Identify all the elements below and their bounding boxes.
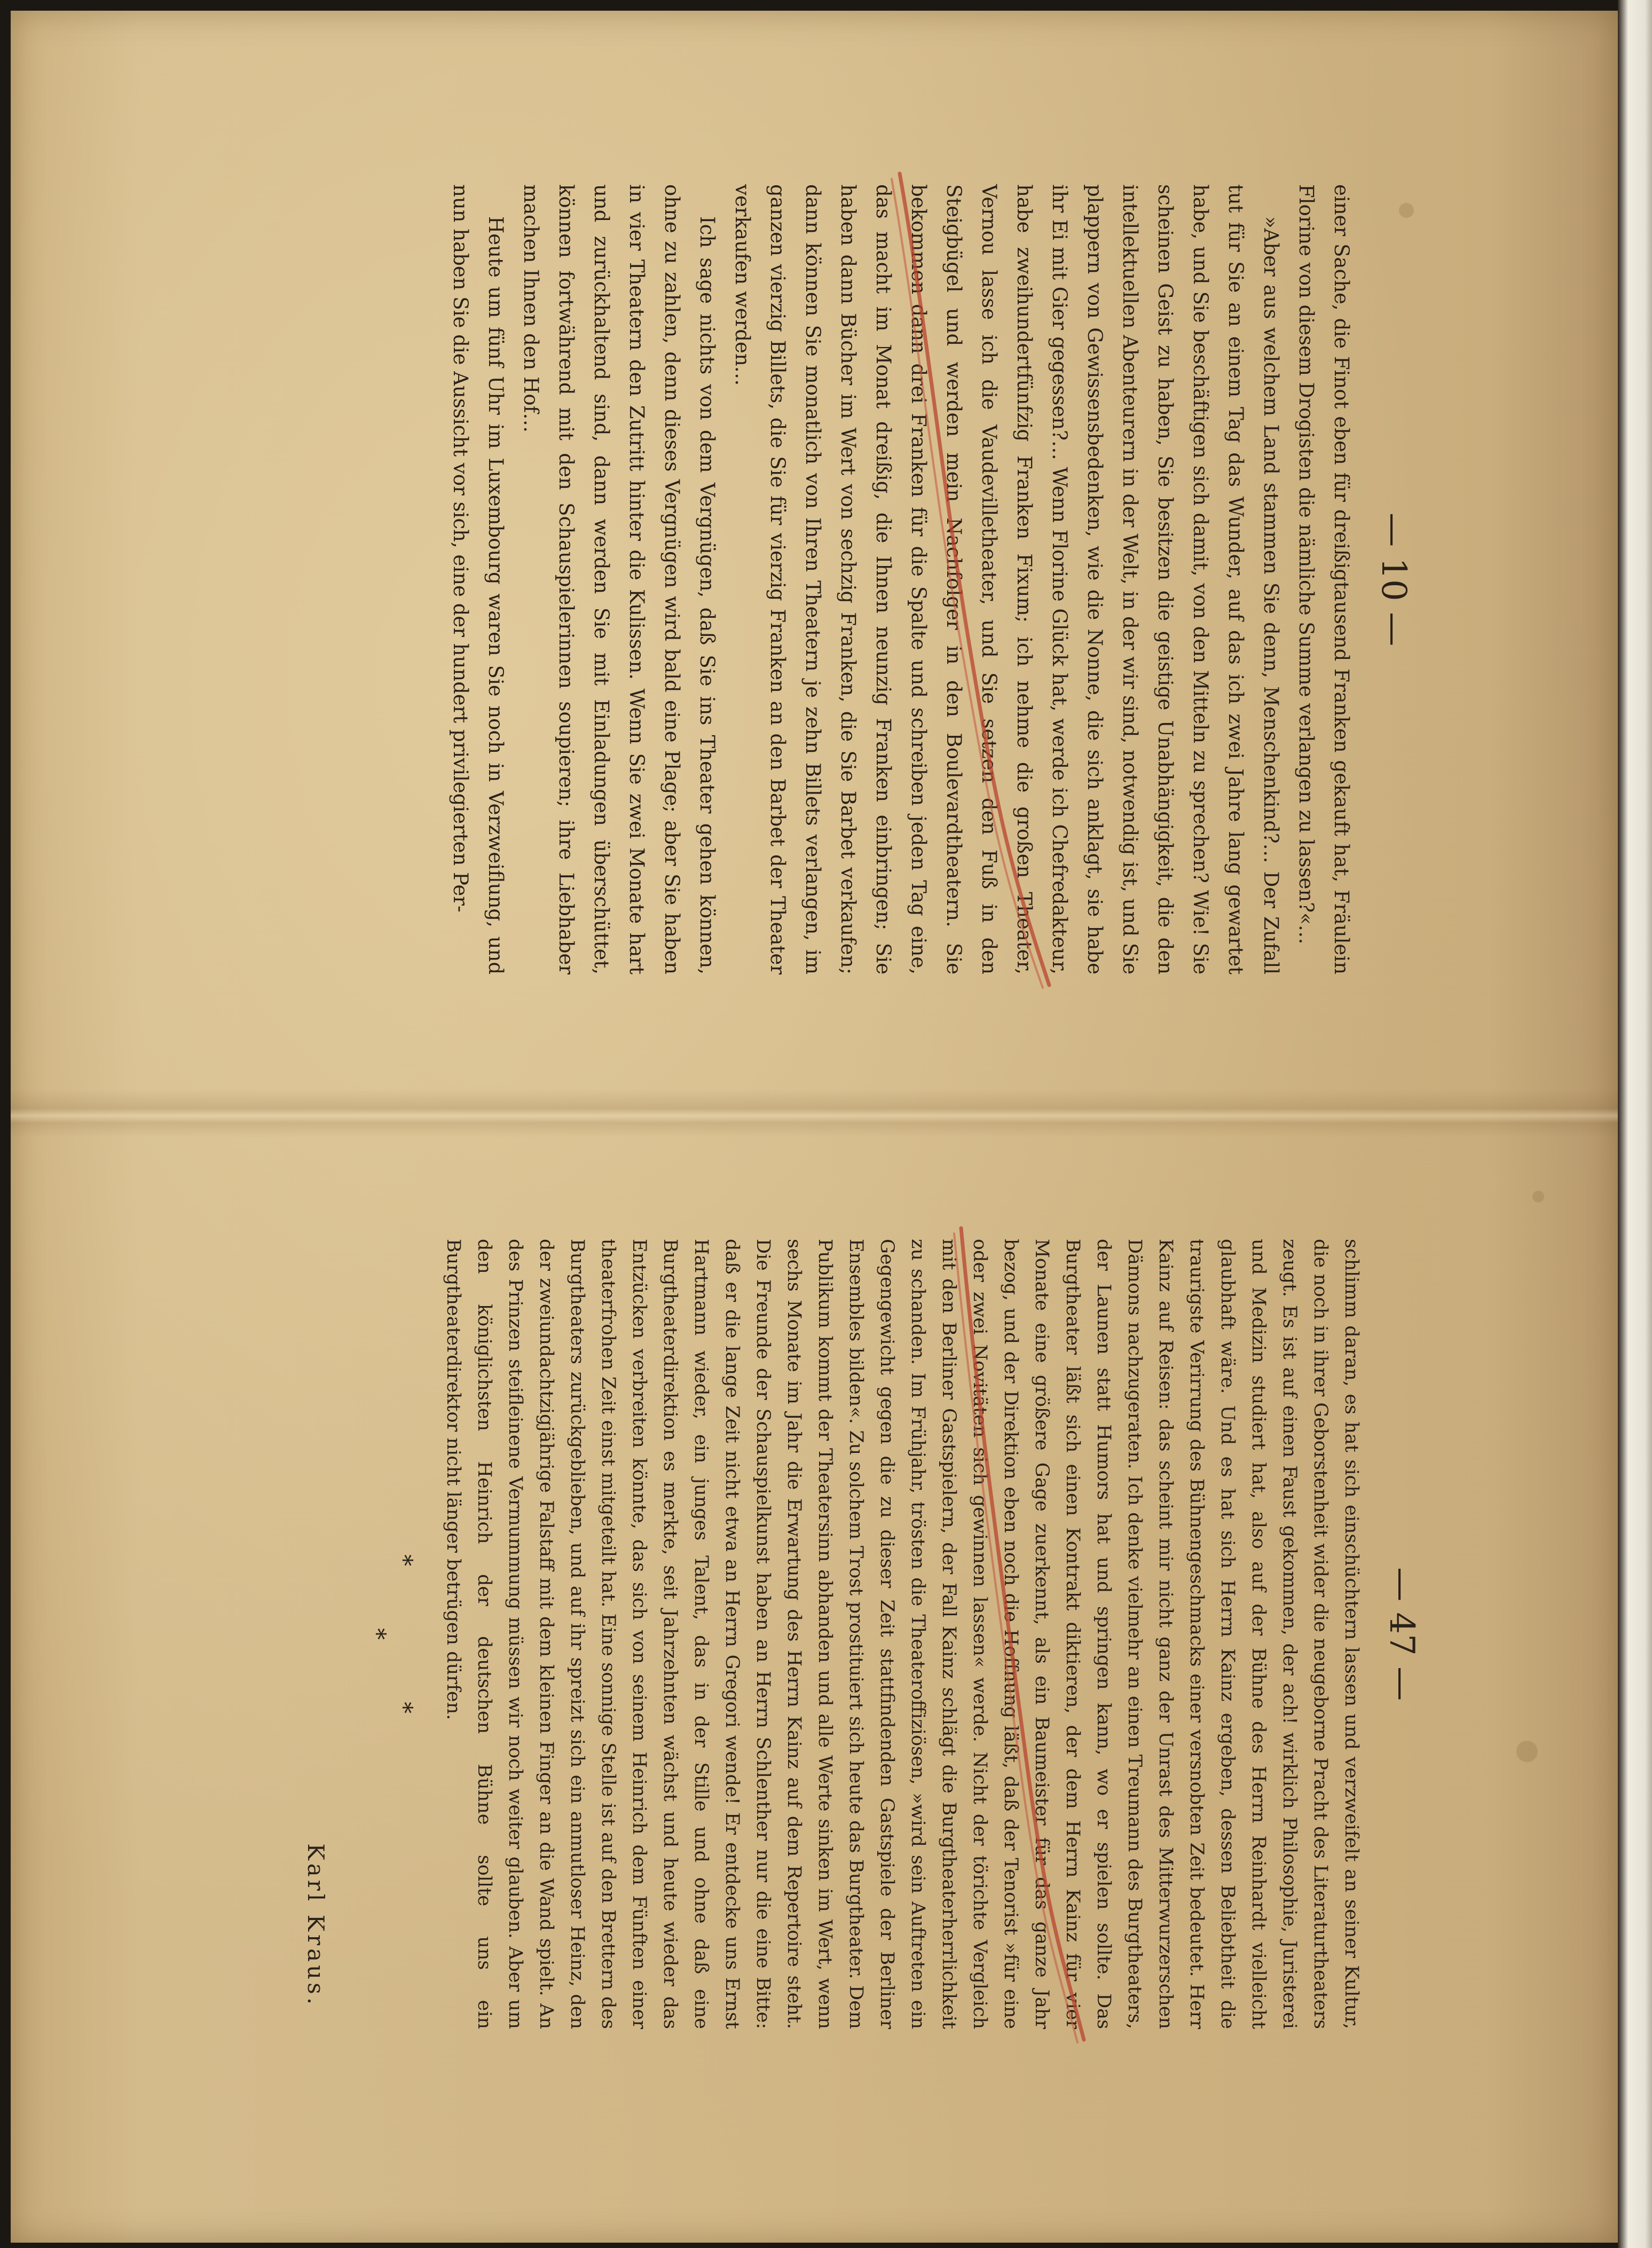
paragraph: einer Sache, die Finot eben für dreißigtausend Franken gekauft hat, Fräulein Florine von diesem Drogisten die nämliche Summe verlangen zu lassen?«…	[1295, 184, 1353, 974]
asterism-bottom: *	[363, 1628, 390, 1640]
paragraph: Heute um fünf Uhr im Luxembourg waren Sie noch in Verzweiflung, und nun haben Sie die Aussicht vor sich, eine der hundert privilegierten Per-	[449, 184, 507, 974]
page-47	[303, 1217, 1431, 2050]
page-number: — 47 —	[1382, 1567, 1421, 1701]
asterism-top: * *	[390, 1554, 417, 1778]
paragraph: »Aber aus welchem Land stammen Sie denn, Menschenkind?… Der Zufall tut für Sie an einem Tag das Wunder, auf das ich zwei Jahre lang gewartet habe, und Sie beschäftigen sich damit, von den Mitteln zu sprechen? Wie! Sie scheinen Geist zu haben, Sie besitzen die geistige Unabhängigkeit, die den intellektuellen Abenteurern in der Welt, in der wir sind, notwendig ist, und Sie plappern von Gewissensbedenken, wie die Nonne, die sich anklagt, sie habe ihr Ei mit Gier gegessen?… Wenn Florine Glück hat, werde ich Chefredakteur, habe zweihundertfünfzig Franken Fixum; ich nehme die großen Theater, Vernou lasse ich die Vaudevilletheater, und Sie setzen den Fuß in den Steigbügel und werden mein Nachfolger in den Boulevardtheatern. Sie bekommen dann drei Franken für die Spalte und schreiben jeden Tag eine, das macht im Monat dreißig, die Ihnen neunzig Franken einbringen; Sie haben dann Bücher im Wert von sechzig Franken, die Sie Barbet verkaufen; dann können Sie monatlich von Ihren Theatern je zehn Billets verlangen, im ganzen vierzig Billets, die Sie für vierzig Franken an den Barbet der Theater verkaufen werden…	[731, 184, 1283, 974]
author-signature: Karl Kraus.	[303, 1843, 329, 2008]
page-fold	[11, 1089, 1618, 1137]
page-text	[303, 1239, 1367, 2029]
page-number: — 10 —	[1374, 512, 1413, 647]
paragraph: schlimm daran, es hat sich einschüchtern lassen und verzweifelt an seiner Kultur, die noch in ihrer Geborstenheit wider die neugeborne Pracht des Literaturtheaters zeugt. Es ist auf einen Faust gekommen, der ach! wirklich Philosophie, Juristerei und Medizin studiert hat, also auf der Bühne des Herrn Reinhardt vielleicht glaubhaft wäre. Und es hat sich Herrn Kainz ergeben, dessen Beliebtheit die traurigste Verirrung des Bühnengeschmacks einer versnobten Zeit bedeutet. Herr Kainz auf Reisen: das scheint mir nicht ganz der Unrast des Mitterwurzerschen Dämons nachzugeraten. Ich denke vielmehr an einen Treumann des Burgtheaters, der Launen statt Humors hat und springen kann, wo er spielen sollte. Das Burgtheater läßt sich einen Kontrakt diktieren, der dem Herrn Kainz für vier Monate eine größere Gage zuerkennt, als ein Baumeister für das ganze Jahr bezog, und der Direktion eben noch die Hoffnung läßt, daß der Tenorist »für eine oder zwei Novitäten sich gewinnen lassen« werde. Nicht der törichte Vergleich mit den Berliner Gastspielern, der Fall Kainz schlägt die Burgtheaterherrlichkeit zu schanden. Im Frühjahr, trösten die Theateroffiziösen, »wird sein Auftreten ein Gegengewicht gegen die zu dieser Zeit stattfindenden Gastspiele der Berliner Ensembles bilden«. Zu solchem Trost prostituiert sich heute das Burgtheater. Dem Publikum kommt der Theatersinn abhanden und alle Werte sinken im Wert, wenn sechs Monate im Jahr die Erwartung des Herrn Kainz auf dem Repertoire steht. Die Freunde der Schauspielkunst haben an Herrn Schlenther nur die eine Bitte: daß er die lange Zeit nicht etwa an Herrn Gregori wende! Er entdecke uns Ernst Hartmann wieder, ein junges Talent, das in der Stille und ohne daß eine Burgtheaterdirektion es merkte, seit Jahrzehnten wächst und heute wieder das Entzücken verbreiten könnte, das sich von seinem Heinrich dem Fünften einer theaterfrohen Zeit einst mitgeteilt hat. Eine sonnige Stelle ist auf den Brettern des Burgtheaters zurückgeblieben, und auf ihr spreizt sich ein anmutloser Heinz, den der zweiundachtzigjährige Falstaff mit dem kleinen Finger an die Wand spielt. An des Prinzen steifleinene Vermummung müssen wir noch weiter glauben. Aber um den königlichsten Heinrich der deutschen Bühne sollte uns ein Burgtheaterdirektor nicht länger betrügen dürfen.	[443, 1239, 1362, 2029]
page-text	[366, 184, 1359, 974]
page-10	[355, 163, 1423, 996]
binding-edge	[1618, 0, 1652, 2248]
paper-stain	[1532, 1191, 1544, 1202]
paragraph: Ich sage nichts von dem Vergnügen, daß Sie ins Theater gehen können, ohne zu zahlen, denn dieses Vergnügen wird bald eine Plage; aber Sie haben in vier Theatern den Zutritt hinter die Kulissen. Wenn Sie zwei Monate hart und zurückhaltend sind, dann werden Sie mit Einladungen überschüttet, können fortwährend mit den Schauspielerinnen soupieren; ihre Liebhaber machen Ihnen den Hof…	[520, 184, 719, 974]
paper-stain	[1516, 1741, 1538, 1762]
asterism	[363, 1239, 416, 2029]
